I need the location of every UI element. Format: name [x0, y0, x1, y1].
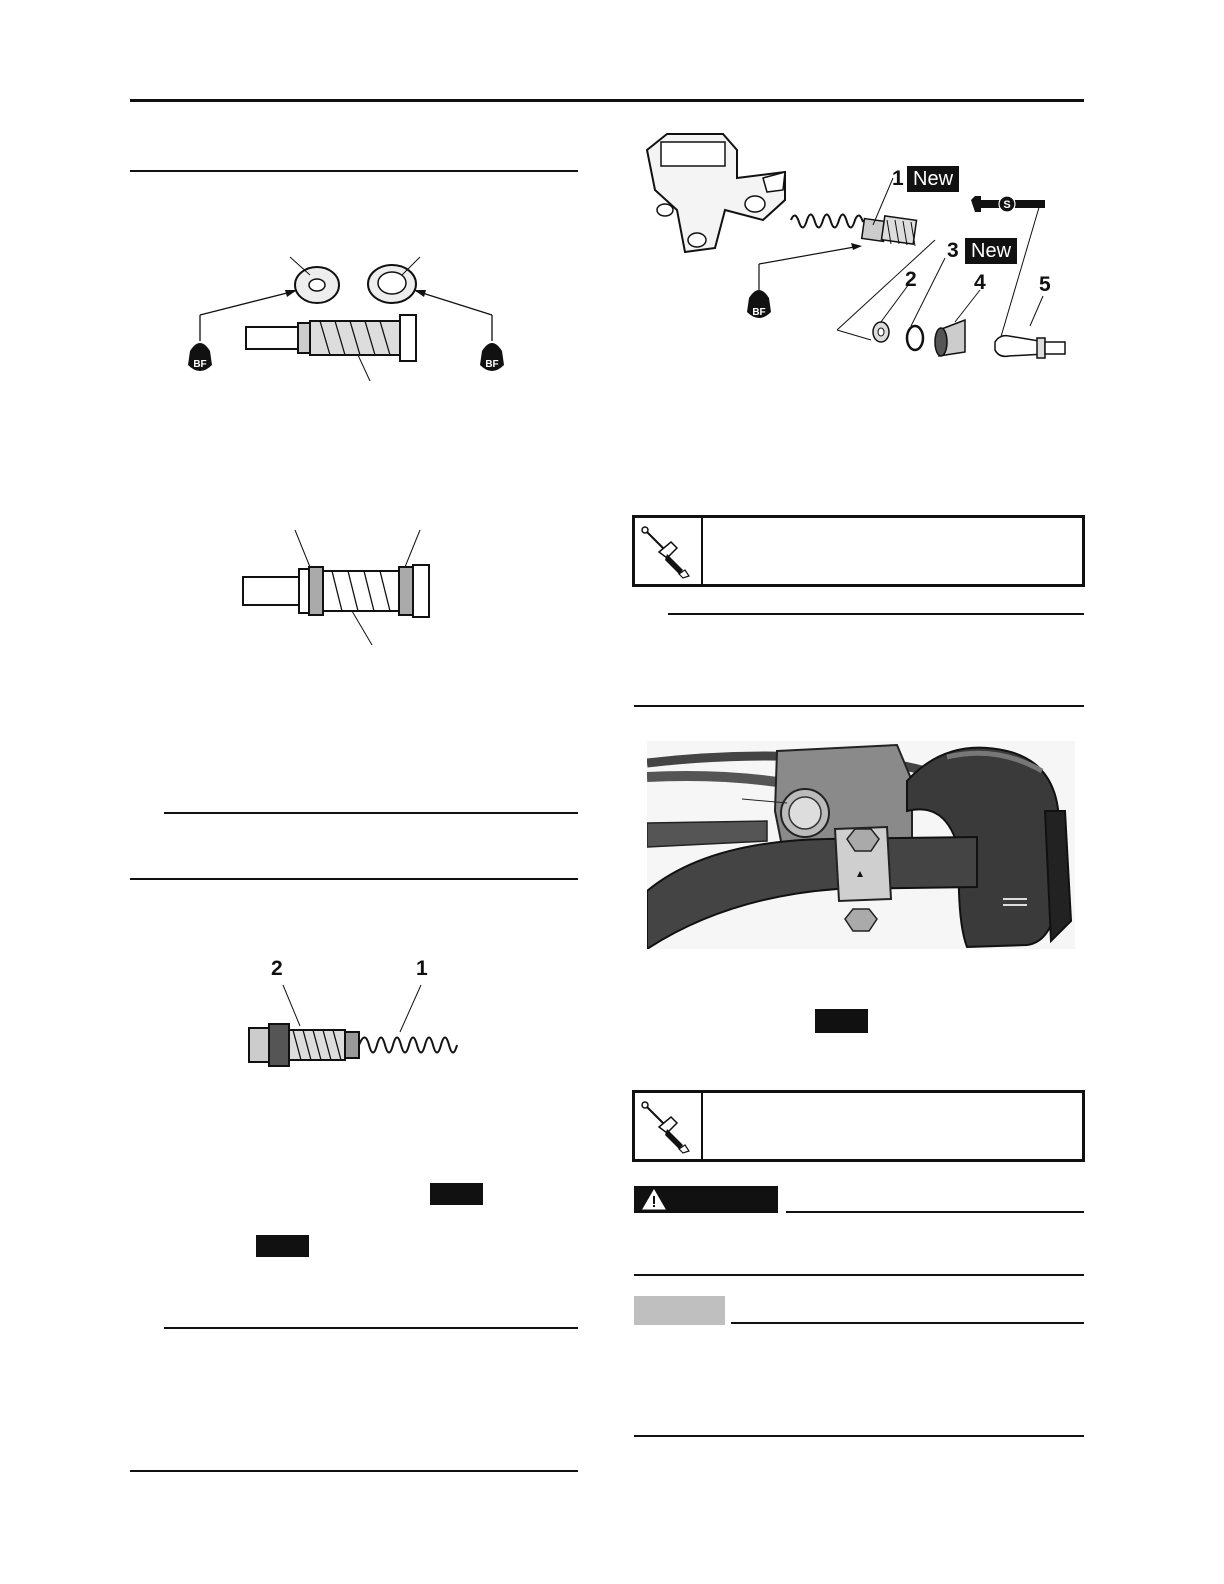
callout-2: 2	[271, 957, 283, 980]
bf-bottle-right-icon	[480, 315, 504, 371]
torque-box-divider	[701, 518, 703, 584]
note-rule	[164, 812, 578, 814]
handlebar-master-cylinder-photo	[647, 741, 1075, 949]
warning-end-rule	[634, 1274, 1084, 1276]
warning-triangle-icon	[642, 1189, 666, 1210]
bf-label: BF	[485, 359, 499, 370]
silicone-grease-icon	[971, 196, 1045, 212]
new-part-mark	[815, 1009, 868, 1033]
section-rule	[130, 170, 578, 172]
note-rule	[668, 613, 1084, 615]
torque-spec-box	[632, 1090, 1085, 1162]
piston-cups-figure	[180, 235, 520, 385]
grease-label: S	[1003, 199, 1011, 211]
torque-spec-box	[632, 515, 1085, 587]
bf-bottle-left-icon	[188, 315, 212, 371]
page-header-rule	[130, 99, 1084, 102]
new-part-mark	[430, 1183, 483, 1205]
spring-piston-figure	[245, 980, 465, 1070]
callout-3: 3	[947, 239, 959, 262]
torque-wrench-icon	[639, 1099, 695, 1155]
notice-end-rule	[634, 1435, 1084, 1437]
section-rule	[130, 878, 578, 880]
section-rule	[634, 705, 1084, 707]
warning-rule	[786, 1211, 1084, 1213]
new-part-tag: New	[965, 238, 1017, 264]
new-part-tag: New	[907, 166, 959, 192]
bf-label: BF	[752, 307, 766, 318]
callout-1: 1	[416, 957, 428, 980]
callout-2: 2	[905, 268, 917, 291]
callout-5: 5	[1039, 273, 1051, 296]
piston-assembly-figure	[240, 525, 440, 650]
callout-4: 4	[974, 271, 986, 294]
torque-wrench-icon	[639, 524, 695, 580]
bf-label: BF	[193, 359, 207, 370]
notice-banner	[634, 1296, 725, 1325]
warning-banner	[634, 1186, 778, 1213]
section-end-rule	[130, 1470, 578, 1472]
callout-1: 1	[892, 167, 904, 190]
note-rule	[164, 1327, 578, 1329]
torque-box-divider	[701, 1093, 703, 1159]
notice-rule	[731, 1322, 1084, 1324]
new-part-mark	[256, 1235, 309, 1257]
